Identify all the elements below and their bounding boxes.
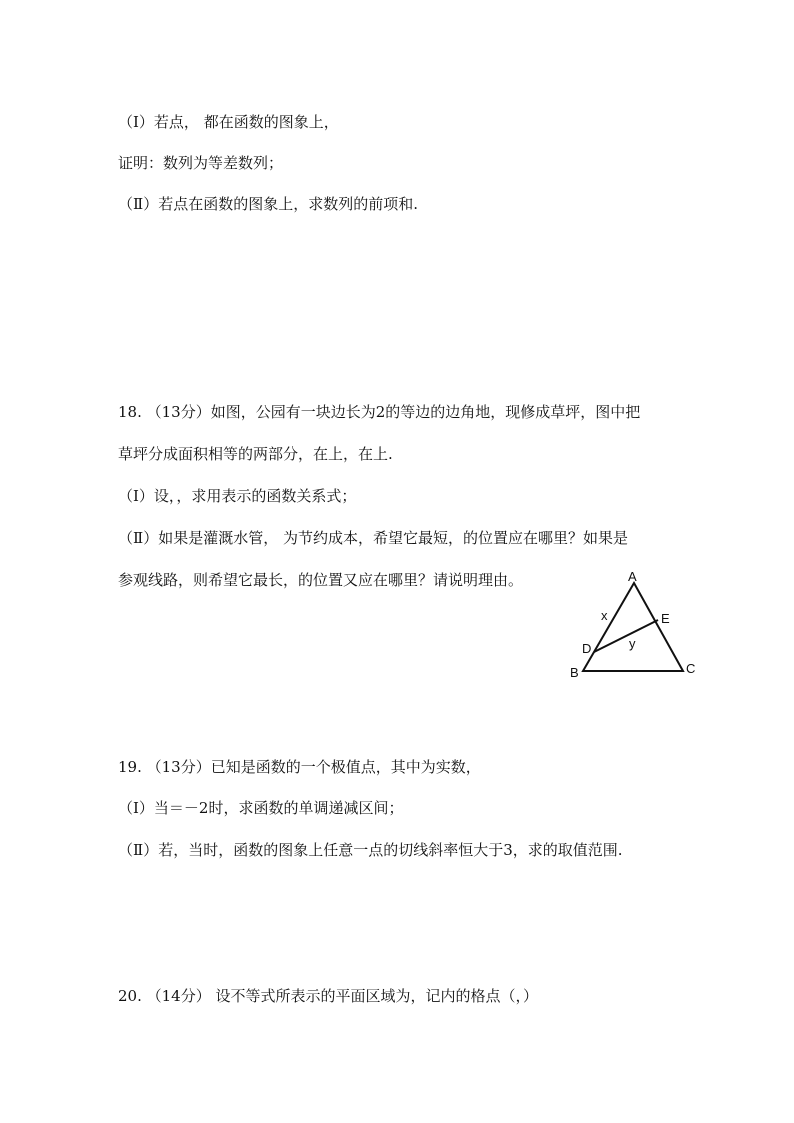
- problem-18-part2-line1: （Ⅱ）如果是灌溉水管， 为节约成本，希望它最短，的位置应在哪里？如果是: [118, 529, 628, 547]
- problem-17-part2: （Ⅱ）若点在函数的图象上，求数列的前项和.: [118, 195, 418, 213]
- triangle-abc: [583, 583, 683, 671]
- label-y: y: [629, 636, 636, 651]
- problem-20-line1: 20. （14分） 设不等式所表示的平面区域为，记内的格点（，）: [118, 987, 538, 1005]
- problem-18-line2: 草坪分成面积相等的两部分，在上，在上.: [118, 445, 393, 463]
- label-a: A: [628, 569, 637, 584]
- label-e: E: [661, 611, 670, 626]
- label-b: B: [570, 665, 579, 680]
- label-d: D: [582, 641, 592, 656]
- problem-17-part1-line2: 证明：数列为等差数列；: [118, 154, 284, 172]
- label-x: x: [601, 608, 608, 623]
- problem-19-part1: （Ⅰ）当＝－2时，求函数的单调递减区间；: [118, 799, 404, 817]
- problem-19-part2: （Ⅱ）若，当时，函数的图象上任意一点的切线斜率恒大于3，求的取值范围.: [118, 841, 623, 859]
- problem-17-part1-line1: （Ⅰ）若点， 都在函数的图象上，: [118, 113, 339, 131]
- problem-18-line1: 18. （13分）如图，公园有一块边长为2的等边的边角地，现修成草坪，图中把: [118, 403, 641, 421]
- problem-18-part1: （Ⅰ）设，，求用表示的函数关系式；: [118, 487, 357, 505]
- problem-19-line1: 19. （13分）已知是函数的一个极值点，其中为实数，: [118, 758, 481, 776]
- triangle-figure: [566, 568, 706, 683]
- problem-18-part2-line2: 参观线路，则希望它最长，的位置又应在哪里？请说明理由。: [118, 571, 524, 589]
- label-c: C: [686, 661, 696, 676]
